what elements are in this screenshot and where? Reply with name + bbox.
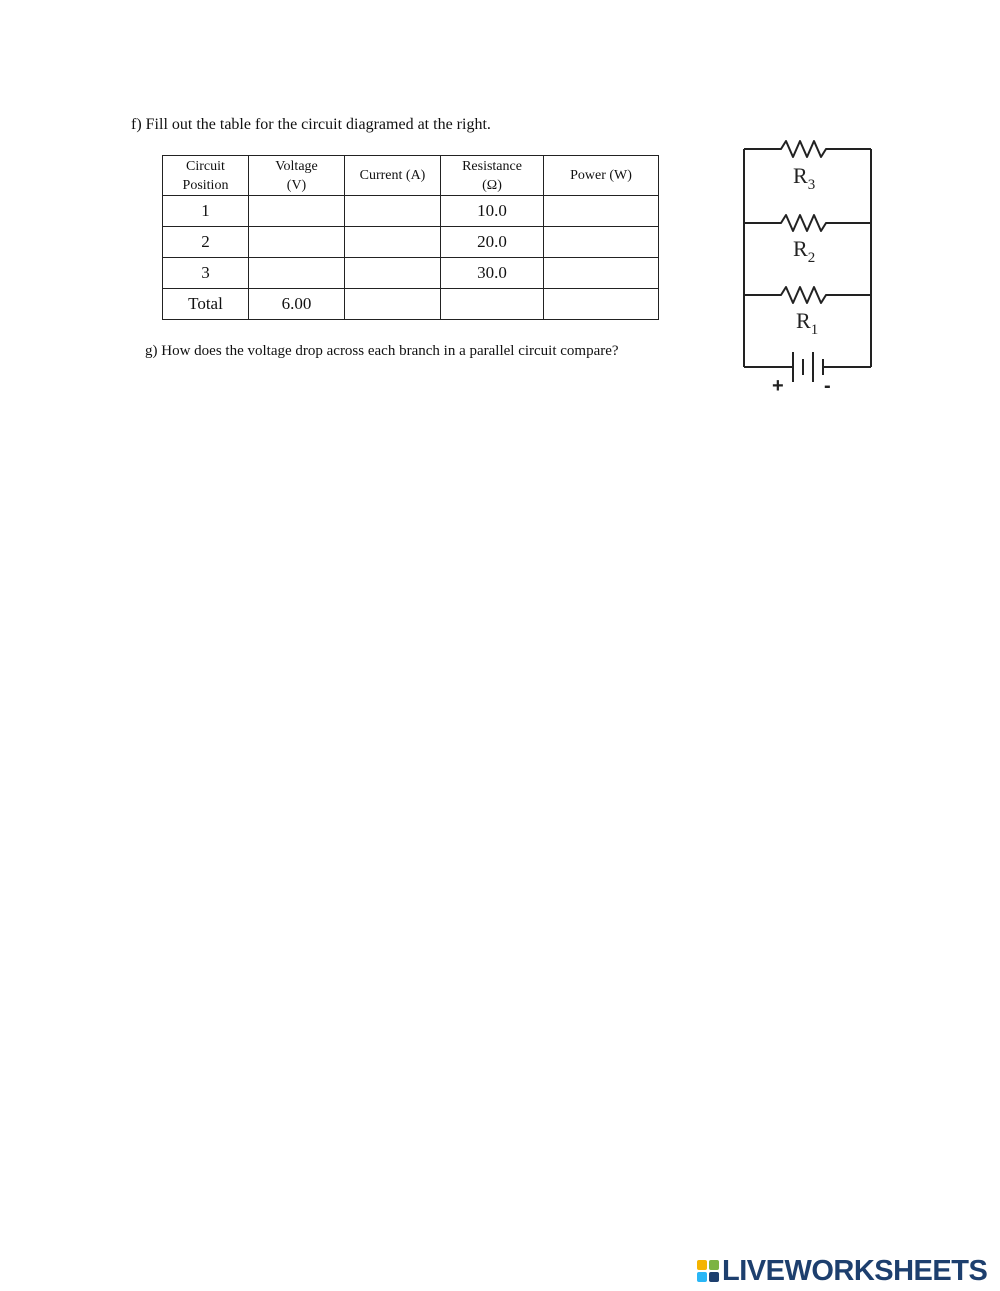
- question-f: f) Fill out the table for the circuit diagramed at the right.: [131, 116, 491, 133]
- cell-position: 3: [163, 258, 249, 289]
- cell-total-voltage: 6.00: [249, 289, 345, 320]
- current-input-cell[interactable]: [345, 196, 441, 227]
- voltage-input-cell[interactable]: [249, 227, 345, 258]
- table-row: [163, 289, 659, 320]
- resistor-label-r2: $R_2$: [793, 236, 816, 266]
- voltage-input-cell[interactable]: [249, 196, 345, 227]
- table-row: [163, 258, 659, 289]
- resistor-label-r1: $R_1$: [796, 308, 819, 338]
- brand-text: LIVEWORKSHEETS: [722, 1254, 988, 1287]
- power-input-cell[interactable]: [544, 289, 659, 320]
- parallel-circuit-diagram: [735, 130, 885, 395]
- voltage-input-cell[interactable]: [249, 258, 345, 289]
- resistance-input-cell[interactable]: [441, 289, 544, 320]
- battery-plus-label: +: [772, 375, 784, 395]
- question-g: g) How does the voltage drop across each branch in a parallel circuit compare?: [145, 343, 619, 359]
- battery-minus-label: -: [824, 375, 831, 395]
- circuit-table: [162, 155, 659, 320]
- table-row: [163, 227, 659, 258]
- resistor-label-r3: $R_3$: [793, 163, 816, 193]
- header-circuit-position: Circuit Position: [163, 156, 249, 196]
- table-row: [163, 196, 659, 227]
- cell-resistance: 20.0: [441, 227, 544, 258]
- resistor-r3-icon: [744, 141, 871, 157]
- power-input-cell[interactable]: [544, 258, 659, 289]
- header-current: Current (A): [345, 156, 441, 196]
- current-input-cell[interactable]: [345, 289, 441, 320]
- logo-square: [697, 1260, 707, 1270]
- resistor-r2-icon: [744, 215, 871, 231]
- power-input-cell[interactable]: [544, 196, 659, 227]
- cell-position: 2: [163, 227, 249, 258]
- battery-icon: [744, 352, 871, 382]
- resistor-r1-icon: [744, 287, 871, 303]
- cell-resistance: 10.0: [441, 196, 544, 227]
- header-power: Power (W): [544, 156, 659, 196]
- liveworksheets-brand: [697, 1254, 987, 1288]
- cell-position: Total: [163, 289, 249, 320]
- cell-resistance: 30.0: [441, 258, 544, 289]
- table-header-row: [163, 156, 659, 196]
- header-voltage: Voltage (V): [249, 156, 345, 196]
- current-input-cell[interactable]: [345, 227, 441, 258]
- logo-square: [709, 1260, 719, 1270]
- logo-square: [697, 1272, 707, 1282]
- current-input-cell[interactable]: [345, 258, 441, 289]
- cell-position: 1: [163, 196, 249, 227]
- liveworksheets-logo-icon: [697, 1260, 719, 1282]
- logo-square: [709, 1272, 719, 1282]
- power-input-cell[interactable]: [544, 227, 659, 258]
- header-resistance: Resistance (Ω): [441, 156, 544, 196]
